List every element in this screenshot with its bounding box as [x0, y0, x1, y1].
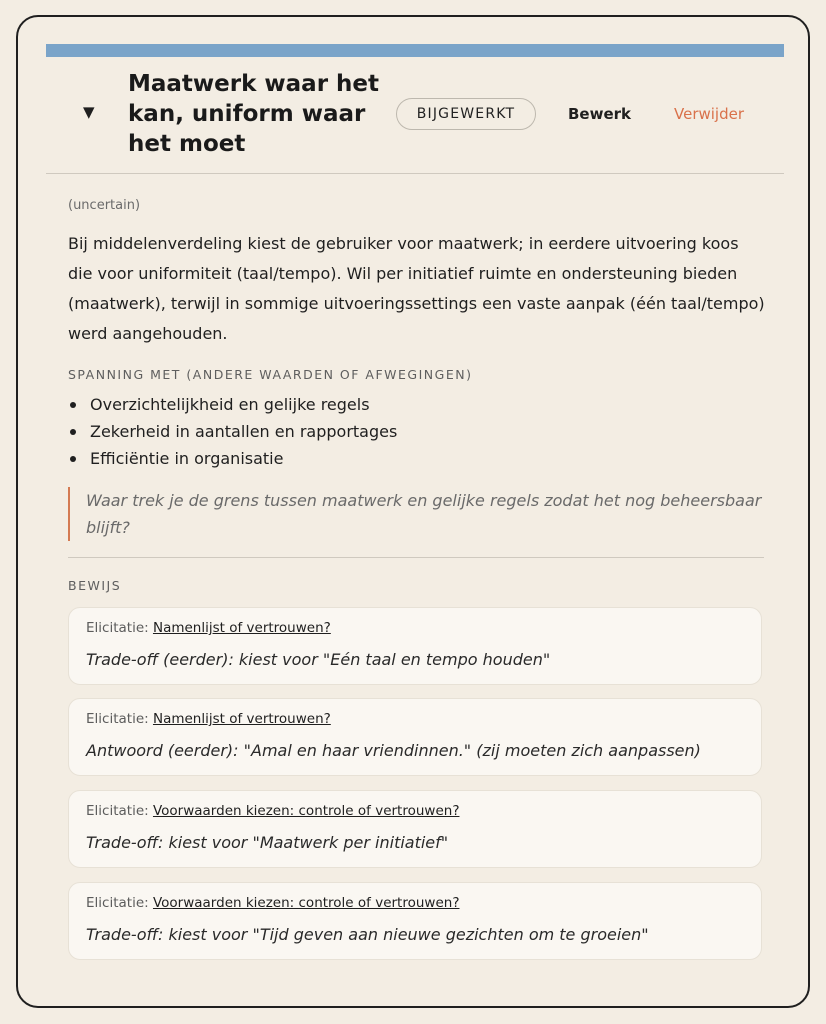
- evidence-prefix: Elicitatie:: [86, 620, 149, 636]
- evidence-heading: BEWIJS: [68, 578, 122, 593]
- evidence-source: [86, 711, 331, 727]
- tension-item: Efficiëntie in organisatie: [68, 445, 397, 472]
- status-badge: BIJGEWERKT: [396, 98, 536, 130]
- header-divider: [46, 173, 784, 174]
- evidence-source: [86, 803, 459, 819]
- evidence-text: Trade-off (eerder): kiest voor "Eén taal en tempo houden": [86, 650, 551, 669]
- evidence-link[interactable]: Voorwaarden kiezen: controle of vertrouwen?: [152, 803, 460, 819]
- collapse-caret-icon[interactable]: ▼: [83, 103, 95, 121]
- value-card: [16, 15, 810, 1008]
- tension-heading: SPANNING MET (ANDERE WAARDEN OF AFWEGINGEN): [68, 367, 473, 382]
- section-divider: [68, 557, 764, 558]
- card-header: [46, 69, 784, 177]
- evidence-prefix: Elicitatie:: [86, 895, 149, 911]
- tension-item: Overzichtelijkheid en gelijke regels: [68, 391, 397, 418]
- evidence-source: [86, 895, 459, 911]
- certainty-status: (uncertain): [68, 198, 141, 213]
- value-description: Bij middelenverdeling kiest de gebruiker voor maatwerk; in eerdere uitvoering koos die voor uniformiteit (taal/tempo). Wil per initiatief ruimte en ondersteuning bieden (maatwerk), terwijl in sommige uitvoeringssettings een vaste aanpak (één taal/tempo) werd aangehouden.: [68, 234, 765, 343]
- evidence-text: Trade-off: kiest voor "Tijd geven aan nieuwe gezichten om te groeien": [86, 925, 649, 944]
- evidence-text: Antwoord (eerder): "Amal en haar vriendinnen." (zij moeten zich aanpassen): [86, 741, 701, 760]
- evidence-source: [86, 620, 331, 636]
- evidence-item: [68, 790, 762, 868]
- tension-item: Zekerheid in aantallen en rapportages: [68, 418, 397, 445]
- evidence-prefix: Elicitatie:: [86, 711, 149, 727]
- edit-button[interactable]: Bewerk: [568, 105, 632, 123]
- evidence-link[interactable]: Namenlijst of vertrouwen?: [152, 620, 331, 636]
- delete-button[interactable]: Verwijder: [674, 105, 745, 123]
- evidence-item: [68, 607, 762, 685]
- card-accent-bar: [46, 44, 784, 57]
- tension-list: [68, 391, 397, 472]
- evidence-link[interactable]: Voorwaarden kiezen: controle of vertrouwen?: [152, 895, 460, 911]
- card-title: Maatwerk waar het kan, uniform waar het moet: [128, 71, 380, 157]
- evidence-prefix: Elicitatie:: [86, 803, 149, 819]
- evidence-text: Trade-off: kiest voor "Maatwerk per initiatief": [86, 833, 449, 852]
- reflection-question: Waar trek je de grens tussen maatwerk en gelijke regels zodat het nog beheersbaar blijft?: [68, 487, 776, 541]
- evidence-item: [68, 882, 762, 960]
- evidence-link[interactable]: Namenlijst of vertrouwen?: [152, 711, 331, 727]
- evidence-item: [68, 698, 762, 776]
